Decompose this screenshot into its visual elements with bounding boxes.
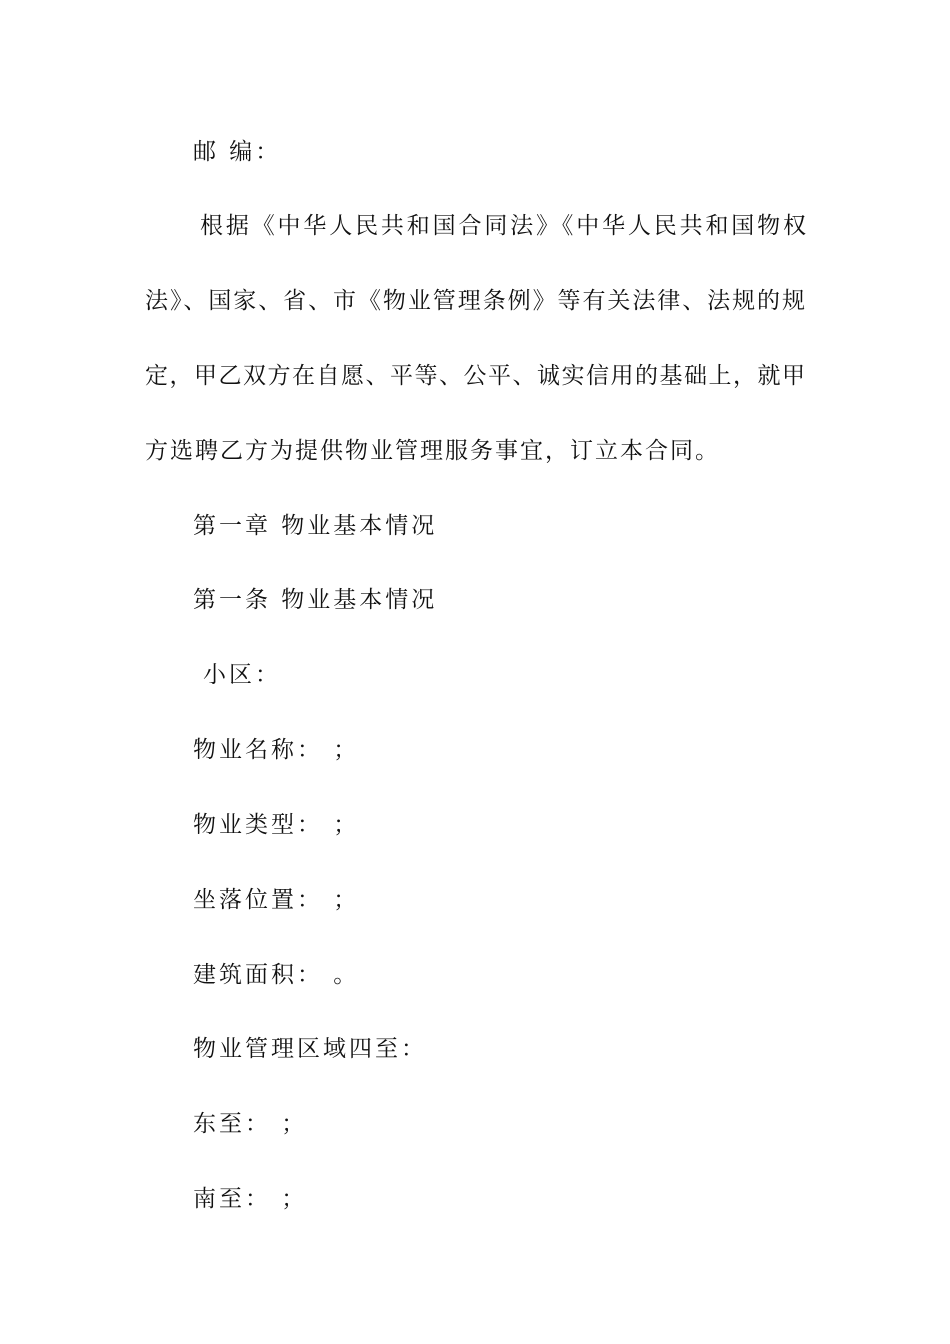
property-type-field: 物业类型： ；: [193, 812, 360, 838]
location-field: 坐落位置： ；: [193, 887, 360, 913]
boundaries-title: 物业管理区域四至：: [193, 1036, 427, 1062]
intro-line-4: 方选聘乙方为提供物业管理服务事宜，订立本合同。: [145, 438, 720, 464]
intro-line-1: 根据《中华人民共和国合同法》《中华人民共和国物权: [200, 213, 806, 239]
east-boundary-field: 东至： ；: [193, 1111, 308, 1137]
postcode-label: 邮 编：: [193, 139, 282, 165]
article-title: 第一条 物业基本情况: [193, 587, 438, 613]
intro-line-3: 定，甲乙双方在自愿、平等、公平、诚实信用的基础上，就甲: [145, 363, 805, 389]
chapter-title: 第一章 物业基本情况: [193, 513, 438, 539]
intro-line-2: 法》、国家、省、市《物业管理条例》等有关法律、法规的规: [145, 288, 805, 314]
south-boundary-field: 南至： ；: [193, 1186, 308, 1212]
building-area-field: 建筑面积： 。: [193, 962, 360, 988]
community-label: 小区：: [203, 662, 281, 688]
property-name-field: 物业名称： ；: [193, 737, 360, 763]
